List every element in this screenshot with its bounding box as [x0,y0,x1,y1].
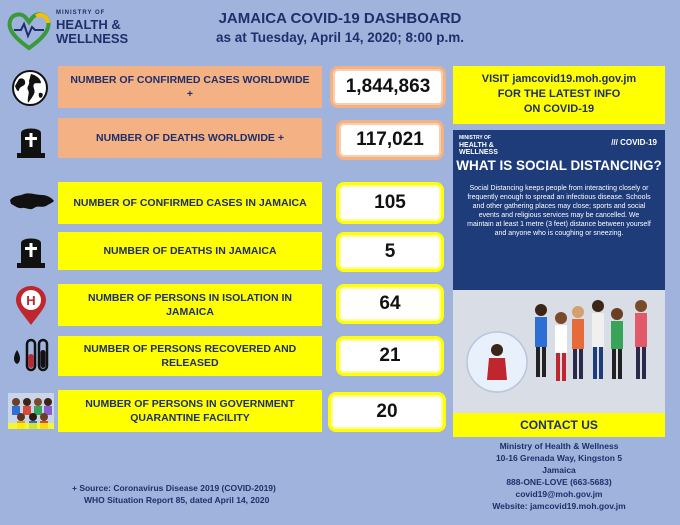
poster-covid-tag: /// COVID-19 [611,138,657,147]
stat-value-recovered: 21 [336,336,444,376]
source-note [72,482,332,507]
social-distancing-poster [453,130,665,413]
visit-line-3: ON COVID-19 [523,102,595,115]
contact-org: Ministry of Health & Wellness [499,441,619,451]
heart-logo-icon [6,10,52,52]
ministry-logo [6,8,166,54]
stat-label-isolation: NUMBER OF PERSONS IN ISOLATION IN JAMAICA [58,284,322,326]
tombstone-icon [12,232,50,270]
stat-label-jamaica-deaths: NUMBER OF DEATHS IN JAMAICA [58,232,322,270]
poster-title: WHAT IS SOCIAL DISTANCING? [456,158,662,173]
svg-text:H: H [26,293,36,308]
stat-value-worldwide-cases: 1,844,863 [330,66,446,108]
source-line-1: + Source: Coronavirus Disease 2019 (COVID-2019) [72,483,276,493]
contact-info [453,440,665,512]
stat-label-recovered: NUMBER OF PERSONS RECOVERED AND RELEASED [58,336,322,376]
poster-body-text: Social Distancing keeps people from interacting closely or frequently enough to spread an infectious disease. Schools and other gathering places may close; sports and social events and religious services may be cancelled. We maintain at least 1 metre (3 feet) distance between yourself and anyone who is coughing or sneezing. [467,185,651,238]
quarantine-people-icon [8,393,54,429]
contact-us-button[interactable]: CONTACT US [453,413,665,437]
stat-label-jamaica-cases: NUMBER OF CONFIRMED CASES IN JAMAICA [58,182,322,224]
globe-icon [10,68,50,108]
poster-logo-line-2: HEALTH & [459,141,494,149]
source-line-2: WHO Situation Report 85, dated April 14, 2020 [84,495,270,506]
poster-logo-line-1: MINISTRY OF [459,135,491,141]
contact-country: Jamaica [542,465,576,476]
logo-wellness-text: WELLNESS [56,31,129,46]
logo-health-text: HEALTH & [56,17,121,32]
stat-label-worldwide-deaths: NUMBER OF DEATHS WORLDWIDE + [58,118,322,158]
stat-value-worldwide-deaths: 117,021 [336,120,444,160]
contact-address: 10-16 Grenada Way, Kingston 5 [495,453,623,464]
visit-website-box [453,66,665,124]
contact-email[interactable]: covid19@moh.gov.jm [515,489,603,500]
stat-value-jamaica-deaths: 5 [336,232,444,272]
test-tube-icon [10,336,52,376]
jamaica-map-icon [8,190,56,214]
poster-logo-line-3: WELLNESS [459,149,498,157]
stat-label-worldwide-cases: NUMBER OF CONFIRMED CASES WORLDWIDE + [58,66,322,108]
stat-label-quarantine: NUMBER OF PERSONS IN GOVERNMENT QUARANTINE FACILITY [58,390,322,432]
people-distancing-illustration [453,240,665,413]
stat-value-jamaica-cases: 105 [336,182,444,224]
hospital-pin-icon [12,284,50,328]
tombstone-icon [12,122,50,160]
stat-value-quarantine: 20 [328,392,446,432]
contact-phone: 888-ONE-LOVE (663-5683) [506,477,612,488]
contact-website[interactable]: Website: jamcovid19.moh.gov.jm [492,501,626,512]
logo-ministry-text: MINISTRY OF [56,10,106,16]
stat-value-isolation: 64 [336,284,444,324]
page-subtitle: as at Tuesday, April 14, 2020; 8:00 p.m. [215,30,465,45]
visit-line-1[interactable]: VISIT jamcovid19.moh.gov.jm [481,73,637,85]
poster-logo [459,136,498,157]
page-title: JAMAICA COVID-19 DASHBOARD [218,10,462,27]
visit-line-2: FOR THE LATEST INFO [497,87,621,100]
